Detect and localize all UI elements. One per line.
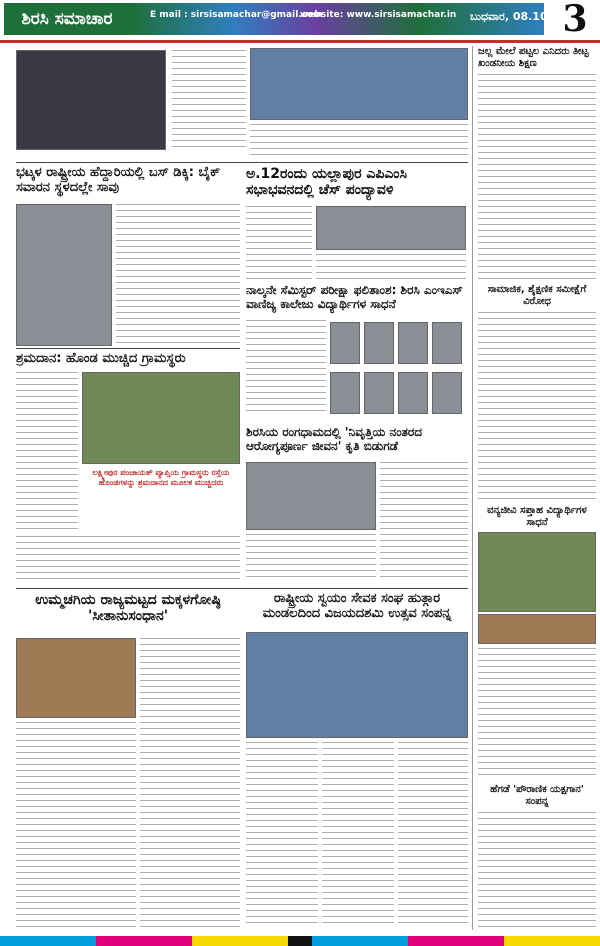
stage-photo: [16, 50, 166, 150]
right-mid-headline: ಸಾಮಾಜಿಕ, ಶೈಕ್ಷಣಿಕ ಸಮೀಕ್ಷೆಗೆ ವಿರೋಧ: [487, 284, 587, 307]
students-photo: [478, 614, 596, 644]
article-text: [246, 534, 376, 582]
article-text: [116, 204, 240, 346]
students-photo: [478, 532, 596, 612]
section-rule: [16, 162, 468, 163]
article-text: [246, 206, 312, 280]
student-portrait: [432, 322, 462, 364]
student-portrait: [330, 322, 360, 364]
masthead-date: ಬುಧವಾರ, 08.10.2025: [470, 10, 583, 23]
article-text: [16, 722, 136, 928]
article-text: [140, 638, 240, 928]
article-text: [16, 536, 240, 582]
semester-headline: ನಾಲ್ಕನೇ ಸೆಮಿಸ್ಟರ್ ಪರೀಕ್ಷಾ ಫಲಿತಾಂಶ: ಶಿರಸಿ ಎಂಇಎಸ್ ವಾಣಿಜ್ಯ ಕಾಲೇಜು ವಿದ್ಯಾರ್ಥಿಗಳ ಸಾಧನೆ: [246, 283, 463, 311]
student-portrait: [330, 372, 360, 414]
article-text: [478, 74, 596, 282]
student-portrait: [398, 322, 428, 364]
group-photo: [250, 48, 468, 120]
article-text: [246, 320, 326, 416]
article-text: [16, 372, 78, 532]
photo-caption: [250, 124, 468, 158]
pull-quote: ಲಕ್ಷ್ಮೀಪುರ ಪಂಚಾಯತ್ ವ್ಯಾಪ್ತಿಯ ಗ್ರಾಮಸ್ಥರು ರಸ್ತೆಯ ಹೊಂಡಗಳನ್ನು ಶ್ರಮದಾನದ ಮೂಲಕ ಮುಚ್ಚಿದರು: [82, 468, 240, 488]
article-text: [316, 254, 466, 280]
newspaper-logo: ಶಿರಸಿ ಸಮಾಚಾರ: [4, 3, 130, 35]
column-divider: [472, 46, 473, 930]
section-rule: [16, 348, 240, 349]
student-portrait: [398, 372, 428, 414]
article-text: [246, 742, 318, 928]
book-release-photo: [246, 462, 376, 530]
page-number: 3: [562, 0, 588, 40]
rss-photo: [246, 632, 468, 738]
article-text: [398, 742, 468, 928]
article-text: [322, 742, 394, 928]
right-bottom-headline: ಹೆಗಡೆ 'ಪೌರಾಣಿಕ ಯಕ್ಷಗಾನ' ಸಂಪನ್ನ: [490, 784, 584, 807]
accident-photo: [16, 204, 112, 346]
student-portrait: [364, 372, 394, 414]
article-text: [172, 50, 246, 150]
masthead-email: E mail : sirsisamachar@gmail.com: [150, 10, 323, 20]
masthead-divider: [0, 40, 600, 43]
shramadana-photo: [82, 372, 240, 464]
chess-photo: [316, 206, 466, 250]
right-top-headline: ಜಲ್ಲ ಮೇಲೆ ಪಟ್ಟಲ ಎನಿದರು ತೀಟ್ಟ ಖಂಡನೀಯ ಶಿಕ್ಷಣ: [478, 46, 589, 69]
student-portrait: [432, 372, 462, 414]
rss-headline: ರಾಷ್ಟ್ರೀಯ ಸ್ವಯಂ ಸೇವಕ ಸಂಘ ಹುತ್ಗಾರ ಮಂಡಲದಿಂದ ವಿಜಯದಶಮಿ ಉತ್ಸವ ಸಂಪನ್ನ: [262, 591, 452, 621]
bus-accident-headline: ಭಟ್ಕಳ ರಾಷ್ಟ್ರೀಯ ಹೆದ್ದಾರಿಯಲ್ಲಿ ಬಸ್ ಡಿಕ್ಕಿ: ಬೈಕ್ ಸವಾರನ ಸ್ಥಳದಲ್ಲೇ ಸಾವು: [16, 165, 221, 195]
kids-meet-photo: [16, 638, 136, 718]
book-release-headline: ಶಿರಸಿಯ ರಂಗಧಾಮದಲ್ಲಿ 'ನಿವೃತ್ತಿಯ ನಂತರದ ಆರೋಗ್ಯಪೂರ್ಣ ಜೀವನ' ಕೃತಿ ಬಿಡುಗಡೆ: [246, 425, 422, 453]
shramadana-headline: ಶ್ರಮದಾನ: ಹೊಂಡ ಮುಚ್ಚಿದ ಗ್ರಾಮಸ್ಥರು: [16, 351, 186, 366]
article-text: [478, 812, 596, 932]
masthead-website: website: www.sirsisamachar.in: [300, 10, 457, 20]
kids-meet-headline: ಉಮ್ಮಚಗಿಯ ರಾಜ್ಯಮಟ್ಟದ ಮಕ್ಕಳಗೋಷ್ಠಿ 'ಸೀತಾನುಸಂಧಾನ': [35, 592, 221, 625]
student-portrait: [364, 322, 394, 364]
chess-headline: ಅ.12ರಂದು ಯಲ್ಲಾಪುರ ಎಪಿಎಂಸಿ ಸಭಾಭವನದಲ್ಲಿ ಚೆಸ್ ಪಂದ್ಯಾವಳಿ: [246, 166, 407, 199]
article-text: [380, 462, 468, 582]
article-text: [478, 648, 596, 780]
right-low-headline: ವನ್ಯಜೀವಿ ಸಪ್ತಾಹ ವಿದ್ಯಾರ್ಥಿಗಳ ಸಾಧನೆ: [487, 505, 587, 528]
article-text: [478, 312, 596, 502]
print-color-bar: [0, 936, 600, 946]
section-rule: [16, 588, 468, 589]
